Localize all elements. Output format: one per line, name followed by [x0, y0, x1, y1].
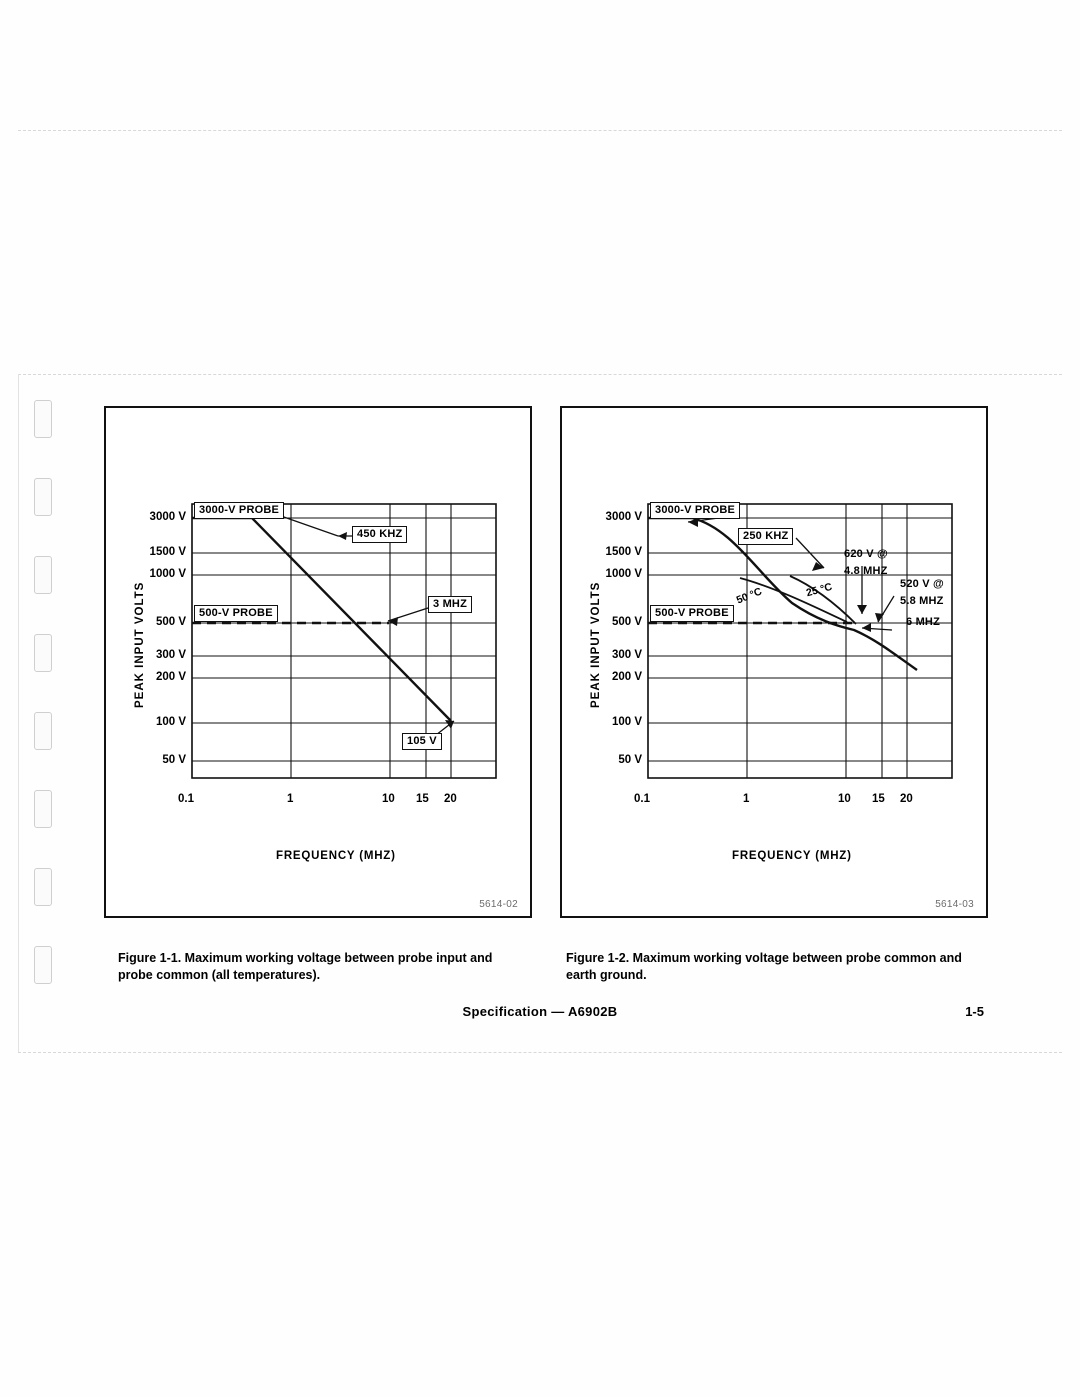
- fig2-ytick-100: 100 V: [611, 716, 642, 728]
- fig2-annotation-3000v-probe: 3000-V PROBE: [650, 502, 740, 519]
- fig1-ytick-1000: 1000 V: [149, 568, 186, 580]
- fig2-annotation-4p8mhz: 4.8 MHZ: [844, 565, 888, 577]
- fig1-xtick-15: 15: [416, 793, 429, 805]
- footer-specification: Specification — A6902B: [462, 1004, 618, 1019]
- fig2-ytick-50: 50 V: [618, 754, 642, 766]
- fig2-annotation-5p8mhz: 5.8 MHZ: [900, 595, 944, 607]
- fig2-x-axis-label: FREQUENCY (MHZ): [732, 850, 852, 862]
- scan-divider-middle: [18, 374, 1062, 375]
- fig1-ytick-300: 300 V: [155, 649, 186, 661]
- punch-hole: [34, 478, 52, 516]
- fig2-annotation-250khz: 250 KHZ: [738, 528, 793, 545]
- fig1-drawing-number: 5614-02: [479, 899, 518, 910]
- fig2-annotation-500v-probe: 500-V PROBE: [650, 605, 734, 622]
- fig2-xtick-0p1: 0.1: [634, 793, 650, 805]
- punch-hole: [34, 868, 52, 906]
- fig2-ytick-500: 500 V: [611, 616, 642, 628]
- fig2-drawing-number: 5614-03: [935, 899, 974, 910]
- punch-hole: [34, 946, 52, 984]
- scan-divider-bottom: [18, 1052, 1062, 1053]
- fig1-ytick-50: 50 V: [162, 754, 186, 766]
- fig1-annotation-3000v-probe: 3000-V PROBE: [194, 502, 284, 519]
- fig1-ytick-3000: 3000 V: [149, 511, 186, 523]
- fig1-y-axis-label: PEAK INPUT VOLTS: [134, 581, 146, 708]
- fig2-annotation-25c: 25 °C: [804, 580, 834, 600]
- fig1-annotation-450khz: 450 KHZ: [352, 526, 407, 543]
- fig1-ytick-200: 200 V: [155, 671, 186, 683]
- fig2-y-axis-label: PEAK INPUT VOLTS: [590, 581, 602, 708]
- fig1-x-axis-label: FREQUENCY (MHZ): [276, 850, 396, 862]
- scan-divider-top: [18, 130, 1062, 131]
- fig2-ytick-300: 300 V: [611, 649, 642, 661]
- figure-1-2-caption: Figure 1-2. Maximum working voltage between probe common and earth ground.: [566, 951, 962, 982]
- fig2-xtick-20: 20: [900, 793, 913, 805]
- fig1-ytick-1500: 1500 V: [149, 546, 186, 558]
- fig1-ytick-500: 500 V: [155, 616, 186, 628]
- fig1-annotation-105v: 105 V: [402, 733, 442, 750]
- fig2-annotation-6mhz: 6 MHZ: [906, 616, 940, 628]
- fig2-ytick-200: 200 V: [611, 671, 642, 683]
- page-left-rule: [18, 374, 19, 1052]
- figure-1-2: [560, 406, 988, 918]
- fig1-xtick-1: 1: [287, 793, 294, 805]
- fig2-xtick-10: 10: [838, 793, 851, 805]
- punch-hole: [34, 556, 52, 594]
- fig1-annotation-3mhz: 3 MHZ: [428, 596, 472, 613]
- punch-hole: [34, 634, 52, 672]
- fig2-ytick-1500: 1500 V: [605, 546, 642, 558]
- fig1-xtick-0p1: 0.1: [178, 793, 194, 805]
- fig1-ytick-100: 100 V: [155, 716, 186, 728]
- punch-hole: [34, 400, 52, 438]
- punch-hole: [34, 790, 52, 828]
- fig1-xtick-20: 20: [444, 793, 457, 805]
- fig2-annotation-620v: 620 V @: [844, 548, 888, 560]
- punch-hole: [34, 712, 52, 750]
- fig1-xtick-10: 10: [382, 793, 395, 805]
- fig2-ytick-3000: 3000 V: [605, 511, 642, 523]
- fig2-xtick-15: 15: [872, 793, 885, 805]
- footer-page-number: 1-5: [965, 1004, 984, 1019]
- figure-1-1-caption: Figure 1-1. Maximum working voltage between probe input and probe common (all temperatures).: [118, 951, 493, 982]
- punch-hole-column: [30, 400, 56, 1020]
- figure-1-1-plot: [106, 408, 530, 916]
- fig2-xtick-1: 1: [743, 793, 750, 805]
- fig2-annotation-520v: 520 V @: [900, 578, 944, 590]
- fig1-annotation-500v-probe: 500-V PROBE: [194, 605, 278, 622]
- fig2-annotation-50c: 50 °C: [734, 585, 764, 607]
- figure-1-1: [104, 406, 532, 918]
- fig2-ytick-1000: 1000 V: [605, 568, 642, 580]
- figure-1-2-plot: [562, 408, 986, 916]
